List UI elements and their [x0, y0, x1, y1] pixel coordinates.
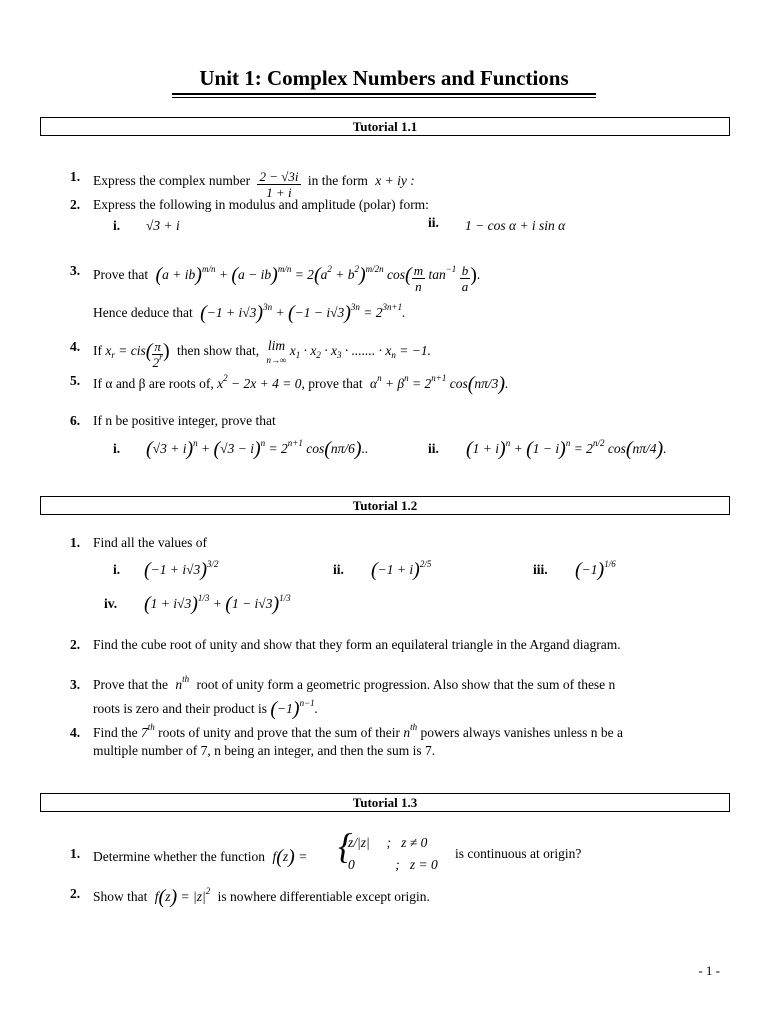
sub-label: ii. [428, 441, 439, 456]
question-text: If α and β are roots of, $x^2 - 2x + 4 = 0$, prove that $\alpha^n + \beta^n = 2^{n+1}$ cos(nπ/3). [93, 373, 509, 395]
brace-icon: { [338, 826, 353, 866]
question-number: 2. [70, 886, 81, 901]
question-number: 6. [70, 413, 81, 428]
question-text: roots is zero and their product is $(-1)^{n-1}$. [93, 698, 319, 720]
tutorial-heading-1-3: Tutorial 1.3 [40, 793, 730, 812]
question-text: Find all the values of [93, 535, 207, 550]
question-number: 4. [70, 339, 81, 354]
question-number: 2. [70, 637, 81, 652]
question-text: Find the cube root of unity and show that they form an equilateral triangle in the Argand diagram. [93, 637, 621, 652]
question-text: Prove that $(a + ib)^{m/n} + (a - ib)^{m/n} = 2(a^2 + b^2)^{m/2n}$ cos( $\frac{m}{n}$ $\tan^{-1}$ $\frac{b}{a}$ ). [93, 263, 481, 294]
question-number: 1. [70, 169, 81, 184]
math-expression: $(1 + i√3)^{1/3} + (1 - i√3)^{1/3}$ [144, 593, 291, 615]
sub-label: ii. [333, 562, 344, 577]
title-underline-thin [172, 97, 596, 98]
question-text: If n be positive integer, prove that [93, 413, 276, 428]
math-expression: $(1 + i)^n + (1 - i)^n = 2^{n/2}$ cos(nπ/4). [466, 438, 667, 460]
math-expression: 1 − cos α + i sin α [465, 218, 566, 233]
question-text: Express the complex number $\frac{2 - √3i}{1 + i}$ in the form x + iy : [93, 169, 415, 200]
question-text: Hence deduce that $(-1 + i√3)^{3n} + (-1 - i√3)^{3n} = 2^{3n+1}$. [93, 302, 406, 324]
question-text: multiple number of 7, n being an integer, and then the sum is 7. [93, 743, 436, 758]
question-text: Prove that the $n^{th}$ root of unity form a geometric progression. Also show that the sum of these n [93, 674, 616, 692]
question-number: 3. [70, 263, 81, 278]
question-text: Show that $f(z) = |z|^2$ is nowhere differentiable except origin. [93, 886, 430, 908]
page-number: - 1 - [698, 963, 720, 978]
math-expression: $(√3 + i)^n + (√3 - i)^n = 2^{n+1}$ cos(nπ/6).. [146, 438, 369, 460]
question-number: 1. [70, 535, 81, 550]
sub-label: i. [113, 562, 121, 577]
sub-label: ii. [428, 215, 439, 230]
page-title: Unit 1: Complex Numbers and Functions [199, 66, 569, 90]
question-number: 3. [70, 677, 81, 692]
sub-label: iv. [104, 596, 118, 611]
question-number: 5. [70, 373, 81, 388]
math-expression: $(-1 + i)^{2/5}$ [371, 559, 432, 581]
question-number: 2. [70, 197, 81, 212]
math-expression: 0 ; z = 0 [348, 857, 438, 872]
math-expression: z/|z| ; z ≠ 0 [348, 835, 428, 850]
question-text: Express the following in modulus and amplitude (polar) form: [93, 197, 429, 212]
math-expression: $(-1 + i√3)^{3/2}$ [144, 559, 219, 581]
sub-label: i. [113, 441, 121, 456]
question-text: Find the 7th roots of unity and prove that the sum of their $n^{th}$ powers always vanishes unless n be a [93, 722, 623, 740]
tutorial-heading-1-2: Tutorial 1.2 [40, 496, 730, 515]
question-text: If $x_r = cis$( $\frac{\pi}{2^r}$ ) then show that, lim n→∞ $x_1 \cdot x_2 \cdot x_3$ · ....... · $x_n = -1$. [93, 338, 432, 370]
tutorial-heading-1-1: Tutorial 1.1 [40, 117, 730, 136]
question-number: 1. [70, 846, 81, 861]
title-underline [172, 93, 596, 95]
question-text: Determine whether the function f(z) = [93, 846, 308, 868]
question-text: is continuous at origin? [455, 846, 582, 861]
question-number: 4. [70, 725, 81, 740]
sub-label: i. [113, 218, 121, 233]
math-expression: √3 + i [146, 218, 180, 233]
math-expression: $(-1)^{1/6}$ [575, 559, 616, 581]
sub-label: iii. [533, 562, 548, 577]
